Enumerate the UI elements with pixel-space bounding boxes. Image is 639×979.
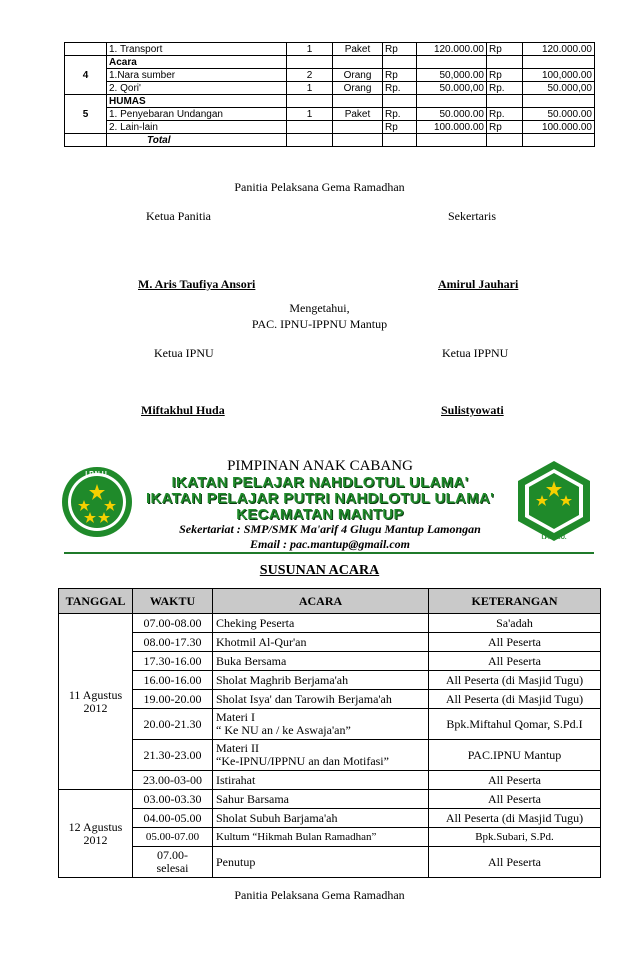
secretary-name: Amirul Jauhari: [438, 277, 519, 291]
table-row: 05.00-07.00 Kultum “Hikmah Bulan Ramadhan” Bpk.Subari, S.Pd.: [59, 828, 601, 847]
schedule-table: [58, 588, 601, 878]
table-row: 23.00-03-00 Istirahat All Peserta: [59, 771, 601, 790]
table-row: 21.30-23.00 Materi II “Ke-IPNU/IPPNU an dan Motifasi” PAC.IPNU Mantup: [59, 740, 601, 771]
table-row: 07.00- selesai Penutup All Peserta: [59, 847, 601, 878]
table-row: 1. Penyebaran Undangan 1 Paket Rp. 50.000.00 Rp. 50.000.00: [65, 108, 595, 121]
table-header-row: [59, 589, 601, 614]
letterhead-divider: [64, 552, 594, 554]
chairman-name: M. Aris Taufiya Ansori: [138, 277, 256, 291]
table-row: 19.00-20.00 Sholat Isya' dan Tarowih Berjama'ah All Peserta (di Masjid Tugu): [59, 690, 601, 709]
budget-item: 1. Transport: [107, 43, 287, 56]
ipnu-role: Ketua IPNU: [154, 346, 214, 360]
table-row: 20.00-21.30 Materi I “ Ke NU an / ke Aswaja'an” Bpk.Miftahul Qomar, S.Pd.I: [59, 709, 601, 740]
column-header-note: KETERANGAN: [429, 589, 601, 614]
secretary-role: Sekertaris: [448, 209, 496, 223]
table-row: 1. Transport 1 Paket Rp 120.000.00 Rp 120.000.00: [65, 43, 595, 56]
table-row-total: [65, 134, 595, 147]
acknowledged-label: Mengetahui,: [289, 301, 350, 315]
column-header-date: TANGGAL: [59, 589, 133, 614]
column-header-event: ACARA: [213, 589, 429, 614]
day-2-date: 12 Agustus 2012: [59, 790, 133, 878]
day-1-date: 11 Agustus 2012: [59, 614, 133, 790]
table-row: 16.00-16.00 Sholat Maghrib Berjama'ah All Peserta (di Masjid Tugu): [59, 671, 601, 690]
table-row: 04.00-05.00 Sholat Subuh Barjama'ah All Peserta (di Masjid Tugu): [59, 809, 601, 828]
table-row: 11 Agustus 2012 07.00-08.00 Cheking Peserta Sa'adah: [59, 614, 601, 633]
table-row: 17.30-16.00 Buka Bersama All Peserta: [59, 652, 601, 671]
ippnu-logo-text: I.P.P.N.U.: [541, 535, 567, 541]
ippnu-name: Sulistyowati: [441, 403, 504, 417]
schedule-footer: Panitia Pelaksana Gema Ramadhan: [234, 888, 405, 902]
ippnu-role: Ketua IPPNU: [442, 346, 509, 360]
budget-section-heading: Acara: [107, 56, 287, 69]
chairman-role: Ketua Panitia: [146, 209, 211, 223]
table-row: 12 Agustus 2012 03.00-03.30 Sahur Barsama All Peserta: [59, 790, 601, 809]
table-row: 1.Nara sumber 2 Orang Rp 50,000.00 Rp 100,000.00: [65, 69, 595, 82]
letterhead-ippnu: IKATAN PELAJAR PUTRI NAHDLOTUL ULAMA': [146, 490, 494, 507]
schedule-title: SUSUNAN ACARA: [259, 563, 380, 578]
table-row: 2. Qori' 1 Orang Rp. 50.000,00 Rp. 50.000,00: [65, 82, 595, 95]
committee-label: Panitia Pelaksana Gema Ramadhan: [234, 180, 405, 194]
letterhead-address: Sekertariat : SMP/SMK Ma'arif 4 Glugu Mantup Lamongan: [179, 522, 481, 536]
table-row: 08.00-17.30 Khotmil Al-Qur'an All Peserta: [59, 633, 601, 652]
ipnu-name: Miftakhul Huda: [141, 403, 225, 417]
table-row: 5 HUMAS: [65, 95, 595, 108]
budget-section-heading: HUMAS: [107, 95, 287, 108]
total-label: Total: [107, 134, 287, 147]
letterhead-email: Email : pac.mantup@gmail.com: [250, 537, 410, 551]
letterhead-ipnu: IKATAN PELAJAR NAHDLOTUL ULAMA': [171, 474, 469, 491]
letterhead-district: KECAMATAN MANTUP: [236, 506, 404, 523]
column-header-time: WAKTU: [133, 589, 213, 614]
table-row: 2. Lain-lain Rp 100.000.00 Rp 100.000.00: [65, 121, 595, 134]
letterhead-branch: PIMPINAN ANAK CABANG: [227, 458, 413, 474]
budget-table: [64, 42, 595, 147]
org-label: PAC. IPNU-IPPNU Mantup: [251, 317, 388, 331]
table-row: 4 Acara: [65, 56, 595, 69]
ipnu-logo-text: I.P.N.U.: [85, 471, 109, 478]
